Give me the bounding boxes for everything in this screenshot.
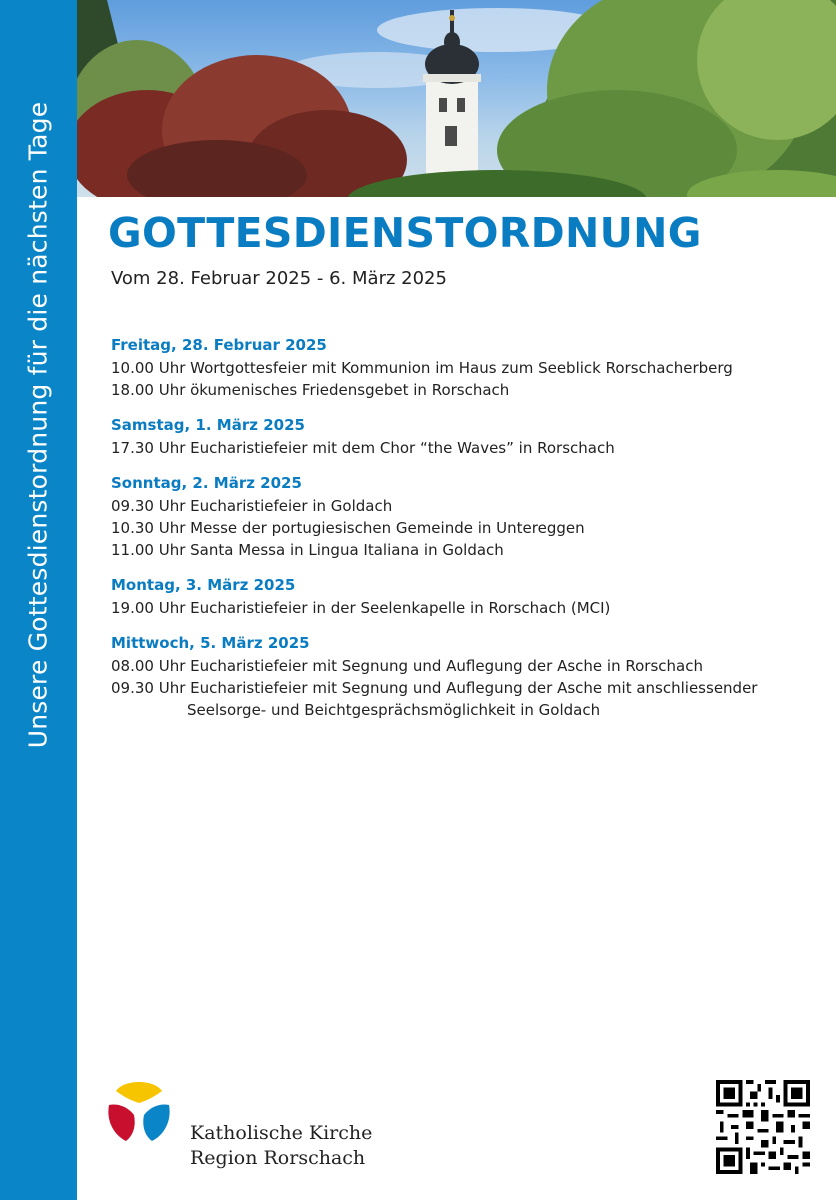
day-block-friday: [111, 335, 811, 401]
page-title: GOTTESDIENSTORDNUNG: [108, 209, 702, 257]
day-block-wednesday: [111, 633, 811, 721]
service-entry-continued: Seelsorge- und Beichtgesprächsmöglichkeit in Goldach: [187, 701, 601, 719]
qr-code-icon[interactable]: [716, 1080, 810, 1174]
sidebar: [0, 0, 77, 1200]
service-entry: 19.00 Uhr Eucharistiefeier in der Seelenkapelle in Rorschach (MCI): [111, 599, 611, 617]
day-heading: Samstag, 1. März 2025: [111, 416, 305, 434]
day-heading: Montag, 3. März 2025: [111, 576, 296, 594]
church-tower-photo: [77, 0, 836, 197]
day-heading: Mittwoch, 5. März 2025: [111, 634, 310, 652]
sidebar-tagline: Unsere Gottesdienstordnung für die nächsten Tage: [23, 101, 53, 749]
day-heading: Freitag, 28. Februar 2025: [111, 336, 327, 354]
organization-name: [190, 1121, 372, 1171]
service-entry: 17.30 Uhr Eucharistiefeier mit dem Chor “the Waves” in Rorschach: [111, 439, 615, 457]
service-schedule: [111, 335, 811, 735]
organization-name-line1: Katholische Kirche: [190, 1122, 373, 1144]
day-heading: Sonntag, 2. März 2025: [111, 474, 302, 492]
service-entry: 08.00 Uhr Eucharistiefeier mit Segnung und Auflegung der Asche in Rorschach: [111, 657, 703, 675]
service-entry: 11.00 Uhr Santa Messa in Lingua Italiana in Goldach: [111, 541, 504, 559]
service-entry: 09.30 Uhr Eucharistiefeier mit Segnung und Auflegung der Asche mit anschliessender: [111, 679, 758, 697]
service-entry: 09.30 Uhr Eucharistiefeier in Goldach: [111, 497, 393, 515]
day-block-sunday: [111, 473, 811, 561]
date-range: Vom 28. Februar 2025 - 6. März 2025: [111, 268, 447, 289]
service-entry: 10.30 Uhr Messe der portugiesischen Gemeinde in Untereggen: [111, 519, 585, 537]
day-block-saturday: [111, 415, 811, 459]
organization-name-line2: Region Rorschach: [190, 1147, 366, 1169]
day-block-monday: [111, 575, 811, 619]
header-photo: [77, 0, 836, 197]
service-entry: 10.00 Uhr Wortgottesfeier mit Kommunion im Haus zum Seeblick Rorschacherberg: [111, 359, 733, 377]
service-entry: 18.00 Uhr ökumenisches Friedensgebet in Rorschach: [111, 381, 510, 399]
church-logo-icon: [106, 1077, 172, 1143]
